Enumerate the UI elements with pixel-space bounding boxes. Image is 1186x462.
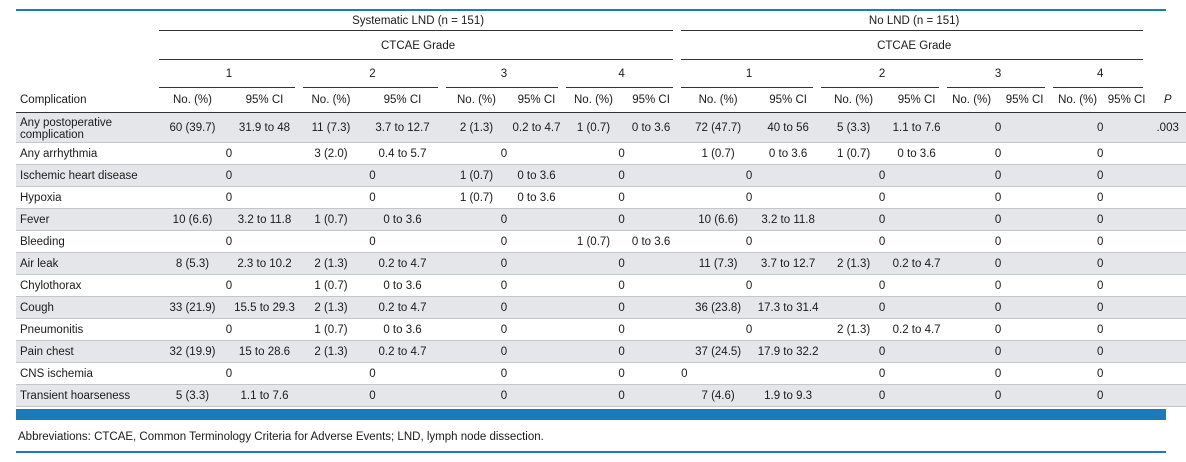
value-cell: 0 xyxy=(564,363,679,385)
complication-name: Any arrhythmia xyxy=(16,143,157,165)
value-cell: 0 xyxy=(1051,187,1149,209)
value-cell: 0 xyxy=(444,363,564,385)
ci-header: 95% CI xyxy=(1104,88,1149,113)
value-cell: 0 xyxy=(444,385,564,407)
count-cell: 1 (0.7) xyxy=(564,231,623,253)
ci-cell: 3.7 to 12.7 xyxy=(757,253,819,275)
complication-name: Bleeding xyxy=(16,231,157,253)
value-cell: 0 xyxy=(945,275,1051,297)
value-cell: 0 xyxy=(1051,231,1149,253)
ci-cell: 2.3 to 10.2 xyxy=(228,253,301,275)
ci-cell: 17.3 to 31.4 xyxy=(757,297,819,319)
value-cell: 0 xyxy=(1051,385,1149,407)
complication-name: Transient hoarseness xyxy=(16,385,157,407)
value-cell: 0 xyxy=(1051,209,1149,231)
ci-cell: 0.2 to 4.7 xyxy=(361,253,444,275)
table-wrapper xyxy=(16,11,1179,407)
count-cell: 1 (0.7) xyxy=(564,113,623,143)
value-cell: 0 xyxy=(444,341,564,363)
count-cell: 2 (1.3) xyxy=(819,319,888,341)
p-value-cell xyxy=(1149,275,1186,297)
ci-cell: 0 to 3.6 xyxy=(509,187,564,209)
count-cell: 1 (0.7) xyxy=(679,143,757,165)
value-cell: 0 xyxy=(444,275,564,297)
value-cell: 0 xyxy=(679,275,819,297)
count-cell: 2 (1.3) xyxy=(444,113,509,143)
value-cell: 0 xyxy=(444,209,564,231)
value-cell: 0 xyxy=(157,363,301,385)
no-pct-header: No. (%) xyxy=(819,88,888,113)
value-cell: 0 xyxy=(679,187,819,209)
value-cell: 0 xyxy=(301,385,444,407)
table-row xyxy=(16,253,1186,275)
table-row xyxy=(16,319,1186,341)
ci-cell: 0 to 3.6 xyxy=(509,165,564,187)
value-cell: 0 xyxy=(1051,341,1149,363)
value-cell: 0 xyxy=(945,231,1051,253)
table-row xyxy=(16,297,1186,319)
value-cell: 0 xyxy=(301,363,444,385)
p-value-cell xyxy=(1149,253,1186,275)
value-cell: 0 xyxy=(157,231,301,253)
count-cell: 2 (1.3) xyxy=(301,297,361,319)
complication-name: Fever xyxy=(16,209,157,231)
value-cell: 0 xyxy=(157,275,301,297)
value-cell: 0 xyxy=(819,209,945,231)
count-cell: 72 (47.7) xyxy=(679,113,757,143)
value-cell: 0 xyxy=(945,209,1051,231)
count-cell: 37 (24.5) xyxy=(679,341,757,363)
ci-cell: 15.5 to 29.3 xyxy=(228,297,301,319)
no-pct-header: No. (%) xyxy=(679,88,757,113)
value-cell: 0 xyxy=(945,385,1051,407)
value-cell: 0 xyxy=(945,253,1051,275)
ci-cell: 0.2 to 4.7 xyxy=(888,319,945,341)
complication-name: Chylothorax xyxy=(16,275,157,297)
value-cell: 0 xyxy=(945,165,1051,187)
value-cell: 0 xyxy=(819,187,945,209)
p-value-header: P xyxy=(1149,88,1186,113)
no-pct-header: No. (%) xyxy=(945,88,998,113)
footnote: Abbreviations: CTCAE, Common Terminology Criteria for Adverse Events; LND, lymph node dissection. xyxy=(18,431,544,443)
value-cell: 0 xyxy=(157,319,301,341)
value-cell: 0 xyxy=(564,297,679,319)
p-value-cell xyxy=(1149,319,1186,341)
value-cell: 0 xyxy=(444,253,564,275)
value-cell: 0 xyxy=(157,187,301,209)
value-cell: 0 xyxy=(1051,113,1149,143)
value-cell: 0 xyxy=(819,297,945,319)
value-cell: 0 xyxy=(564,165,679,187)
p-value-cell: .003 xyxy=(1149,113,1186,143)
ci-cell xyxy=(757,363,819,385)
ci-cell: 31.9 to 48 xyxy=(228,113,301,143)
count-cell: 1 (0.7) xyxy=(301,209,361,231)
value-cell: 0 xyxy=(679,165,819,187)
p-value-cell xyxy=(1149,297,1186,319)
complication-name: Any postoperative complication xyxy=(16,113,157,143)
value-cell: 0 xyxy=(1051,253,1149,275)
count-cell: 1 (0.7) xyxy=(444,187,509,209)
complication-name: Cough xyxy=(16,297,157,319)
complication-name: Ischemic heart disease xyxy=(16,165,157,187)
ci-cell: 0 to 3.6 xyxy=(623,113,679,143)
complication-name: Hypoxia xyxy=(16,187,157,209)
ci-cell: 1.1 to 7.6 xyxy=(228,385,301,407)
ci-cell: 3.2 to 11.8 xyxy=(757,209,819,231)
ci-cell: 0 to 3.6 xyxy=(623,231,679,253)
count-cell: 36 (23.8) xyxy=(679,297,757,319)
table-body xyxy=(16,113,1186,407)
value-cell: 0 xyxy=(301,187,444,209)
count-cell: 1 (0.7) xyxy=(301,319,361,341)
no-pct-header: No. (%) xyxy=(444,88,509,113)
p-value-cell xyxy=(1149,143,1186,165)
value-cell: 0 xyxy=(945,297,1051,319)
count-cell: 3 (2.0) xyxy=(301,143,361,165)
grade-header: 2 xyxy=(819,60,945,88)
grade-header: 4 xyxy=(1051,60,1149,88)
value-cell: 0 xyxy=(819,275,945,297)
count-cell: 2 (1.3) xyxy=(301,341,361,363)
group-header-no-lnd: No LND (n = 151) xyxy=(679,11,1149,31)
grade-header: 3 xyxy=(444,60,564,88)
ci-cell: 15 to 28.6 xyxy=(228,341,301,363)
count-cell: 11 (7.3) xyxy=(301,113,361,143)
no-pct-header: No. (%) xyxy=(564,88,623,113)
count-cell: 7 (4.6) xyxy=(679,385,757,407)
value-cell: 0 xyxy=(1051,319,1149,341)
count-cell: 8 (5.3) xyxy=(157,253,228,275)
value-cell: 0 xyxy=(564,341,679,363)
ci-header: 95% CI xyxy=(757,88,819,113)
table-row xyxy=(16,275,1186,297)
table-row xyxy=(16,209,1186,231)
value-cell: 0 xyxy=(945,363,1051,385)
ci-cell: 0 to 3.6 xyxy=(361,275,444,297)
ci-cell: 1.9 to 9.3 xyxy=(757,385,819,407)
value-cell: 0 xyxy=(945,319,1051,341)
p-value-cell xyxy=(1149,165,1186,187)
table-row xyxy=(16,231,1186,253)
value-cell: 0 xyxy=(945,341,1051,363)
value-cell: 0 xyxy=(945,187,1051,209)
table-row xyxy=(16,143,1186,165)
grade-header: 2 xyxy=(301,60,444,88)
ci-cell: 0 to 3.6 xyxy=(757,143,819,165)
ci-cell: 0.2 to 4.7 xyxy=(509,113,564,143)
table-row xyxy=(16,363,1186,385)
no-pct-header: No. (%) xyxy=(1051,88,1104,113)
count-cell: 0 xyxy=(679,363,757,385)
p-value-cell xyxy=(1149,187,1186,209)
table-row xyxy=(16,113,1186,143)
value-cell: 0 xyxy=(819,231,945,253)
value-cell: 0 xyxy=(1051,297,1149,319)
ci-header: 95% CI xyxy=(228,88,301,113)
value-cell: 0 xyxy=(301,165,444,187)
count-cell: 11 (7.3) xyxy=(679,253,757,275)
value-cell: 0 xyxy=(564,385,679,407)
no-pct-header: No. (%) xyxy=(157,88,228,113)
value-cell: 0 xyxy=(301,231,444,253)
grade-header: 1 xyxy=(157,60,301,88)
group-header-systematic-lnd: Systematic LND (n = 151) xyxy=(157,11,679,31)
ci-cell: 0 to 3.6 xyxy=(361,209,444,231)
ci-cell: 0.2 to 4.7 xyxy=(888,253,945,275)
count-cell: 2 (1.3) xyxy=(819,253,888,275)
value-cell: 0 xyxy=(1051,165,1149,187)
ci-header: 95% CI xyxy=(998,88,1051,113)
value-cell: 0 xyxy=(157,143,301,165)
value-cell: 0 xyxy=(564,143,679,165)
count-cell: 1 (0.7) xyxy=(444,165,509,187)
ci-cell: 0 to 3.6 xyxy=(888,143,945,165)
value-cell: 0 xyxy=(444,319,564,341)
count-cell: 2 (1.3) xyxy=(301,253,361,275)
ci-header: 95% CI xyxy=(509,88,564,113)
ci-cell: 40 to 56 xyxy=(757,113,819,143)
value-cell: 0 xyxy=(679,231,819,253)
value-cell: 0 xyxy=(1051,275,1149,297)
count-cell: 5 (3.3) xyxy=(157,385,228,407)
no-pct-header: No. (%) xyxy=(301,88,361,113)
value-cell: 0 xyxy=(444,297,564,319)
value-cell: 0 xyxy=(945,143,1051,165)
complication-name: Pain chest xyxy=(16,341,157,363)
value-cell: 0 xyxy=(1051,143,1149,165)
complication-name: CNS ischemia xyxy=(16,363,157,385)
count-cell: 32 (19.9) xyxy=(157,341,228,363)
ci-header: 95% CI xyxy=(623,88,679,113)
p-value-cell xyxy=(1149,341,1186,363)
complication-column-header: Complication xyxy=(16,88,157,113)
table-row xyxy=(16,385,1186,407)
value-cell: 0 xyxy=(819,341,945,363)
value-cell: 0 xyxy=(819,363,945,385)
complications-table xyxy=(16,11,1186,407)
table-row xyxy=(16,341,1186,363)
value-cell: 0 xyxy=(679,319,819,341)
value-cell: 0 xyxy=(564,319,679,341)
grade-header: 4 xyxy=(564,60,679,88)
value-cell: 0 xyxy=(564,209,679,231)
table-row xyxy=(16,187,1186,209)
count-cell: 1 (0.7) xyxy=(301,275,361,297)
p-value-cell xyxy=(1149,363,1186,385)
count-cell: 33 (21.9) xyxy=(157,297,228,319)
value-cell: 0 xyxy=(564,253,679,275)
ctcae-grade-header-systematic: CTCAE Grade xyxy=(157,31,679,60)
count-cell: 10 (6.6) xyxy=(679,209,757,231)
count-cell: 5 (3.3) xyxy=(819,113,888,143)
p-value-cell xyxy=(1149,231,1186,253)
value-cell: 0 xyxy=(819,165,945,187)
bottom-bar xyxy=(16,409,1166,420)
value-cell: 0 xyxy=(157,165,301,187)
value-cell: 0 xyxy=(564,275,679,297)
ci-cell: 0.4 to 5.7 xyxy=(361,143,444,165)
complication-name: Air leak xyxy=(16,253,157,275)
ci-cell: 1.1 to 7.6 xyxy=(888,113,945,143)
grade-header: 1 xyxy=(679,60,819,88)
value-cell: 0 xyxy=(945,113,1051,143)
value-cell: 0 xyxy=(444,231,564,253)
p-value-cell xyxy=(1149,209,1186,231)
ci-cell: 17.9 to 32.2 xyxy=(757,341,819,363)
count-cell: 1 (0.7) xyxy=(819,143,888,165)
value-cell: 0 xyxy=(819,385,945,407)
value-cell: 0 xyxy=(1051,363,1149,385)
table-row xyxy=(16,165,1186,187)
bottom-rule xyxy=(16,451,1166,453)
ci-cell: 0 to 3.6 xyxy=(361,319,444,341)
ci-cell: 0.2 to 4.7 xyxy=(361,341,444,363)
grade-header: 3 xyxy=(945,60,1051,88)
ci-header: 95% CI xyxy=(888,88,945,113)
ctcae-grade-header-no-lnd: CTCAE Grade xyxy=(679,31,1149,60)
ci-header: 95% CI xyxy=(361,88,444,113)
complication-name: Pneumonitis xyxy=(16,319,157,341)
count-cell: 60 (39.7) xyxy=(157,113,228,143)
value-cell: 0 xyxy=(564,187,679,209)
ci-cell: 3.2 to 11.8 xyxy=(228,209,301,231)
count-cell: 10 (6.6) xyxy=(157,209,228,231)
p-value-cell xyxy=(1149,385,1186,407)
ci-cell: 3.7 to 12.7 xyxy=(361,113,444,143)
value-cell: 0 xyxy=(444,143,564,165)
ci-cell: 0.2 to 4.7 xyxy=(361,297,444,319)
